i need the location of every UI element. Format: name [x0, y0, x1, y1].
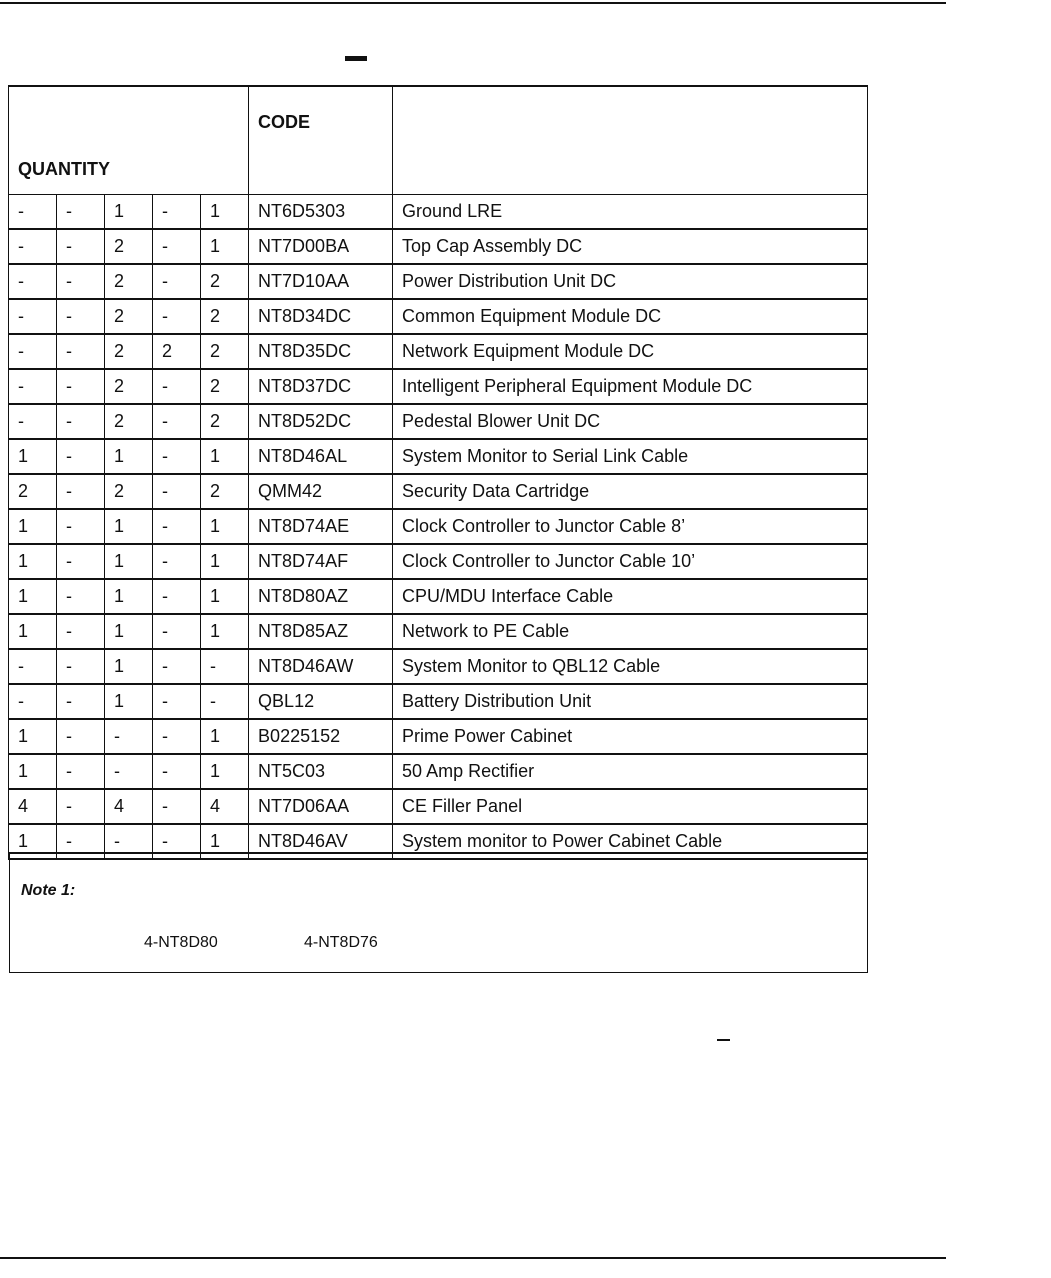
note-code-1: 4-NT8D80: [144, 934, 218, 951]
code-cell: NT8D46AV: [249, 824, 393, 859]
table-row: [9, 264, 868, 299]
description-cell: Top Cap Assembly DC: [393, 229, 868, 264]
top-rule: [0, 2, 946, 4]
code-cell: NT8D35DC: [249, 334, 393, 369]
code-cell: NT8D37DC: [249, 369, 393, 404]
quantity-cell: -: [105, 754, 153, 789]
quantity-cell: -: [153, 579, 201, 614]
code-cell: NT8D74AF: [249, 544, 393, 579]
quantity-cell: -: [57, 264, 105, 299]
quantity-cell: -: [57, 649, 105, 684]
quantity-cell: -: [153, 474, 201, 509]
table-row: [9, 614, 868, 649]
quantity-cell: -: [153, 369, 201, 404]
quantity-cell: -: [57, 719, 105, 754]
quantity-cell: -: [201, 684, 249, 719]
quantity-cell: 2: [201, 474, 249, 509]
quantity-cell: 1: [201, 824, 249, 859]
quantity-cell: 2: [201, 264, 249, 299]
description-cell: Prime Power Cabinet: [393, 719, 868, 754]
description-header: [393, 86, 868, 195]
quantity-cell: 1: [9, 509, 57, 544]
quantity-cell: 2: [105, 299, 153, 334]
quantity-cell: 1: [201, 754, 249, 789]
stray-dash-mark: [717, 1039, 730, 1041]
quantity-cell: -: [57, 509, 105, 544]
quantity-cell: -: [57, 684, 105, 719]
quantity-cell: -: [57, 474, 105, 509]
quantity-cell: -: [153, 404, 201, 439]
quantity-cell: 1: [201, 579, 249, 614]
description-cell: Network to PE Cable: [393, 614, 868, 649]
code-cell: NT8D46AL: [249, 439, 393, 474]
description-cell: 50 Amp Rectifier: [393, 754, 868, 789]
quantity-cell: -: [153, 824, 201, 859]
quantity-cell: 2: [105, 334, 153, 369]
quantity-cell: 2: [105, 404, 153, 439]
table-row: [9, 754, 868, 789]
quantity-cell: 1: [201, 229, 249, 264]
quantity-cell: 1: [201, 509, 249, 544]
quantity-cell: -: [153, 544, 201, 579]
code-cell: NT8D34DC: [249, 299, 393, 334]
quantity-cell: -: [57, 439, 105, 474]
quantity-cell: 2: [201, 334, 249, 369]
quantity-cell: 1: [9, 719, 57, 754]
quantity-cell: -: [57, 544, 105, 579]
quantity-cell: -: [57, 404, 105, 439]
quantity-cell: -: [153, 195, 201, 230]
description-cell: Pedestal Blower Unit DC: [393, 404, 868, 439]
quantity-cell: -: [9, 195, 57, 230]
quantity-cell: -: [57, 789, 105, 824]
quantity-cell: 1: [105, 614, 153, 649]
code-cell: NT7D00BA: [249, 229, 393, 264]
quantity-cell: 1: [105, 195, 153, 230]
description-cell: Power Distribution Unit DC: [393, 264, 868, 299]
description-cell: Ground LRE: [393, 195, 868, 230]
quantity-cell: -: [57, 229, 105, 264]
code-cell: NT5C03: [249, 754, 393, 789]
quantity-cell: 2: [105, 264, 153, 299]
note-label: Note 1:: [21, 882, 76, 899]
code-cell: NT8D46AW: [249, 649, 393, 684]
table-row: [9, 719, 868, 754]
description-cell: System monitor to Power Cabinet Cable: [393, 824, 868, 859]
quantity-cell: 4: [9, 789, 57, 824]
description-cell: Common Equipment Module DC: [393, 299, 868, 334]
code-header: CODE: [249, 86, 393, 195]
quantity-cell: -: [57, 334, 105, 369]
quantity-cell: -: [9, 299, 57, 334]
quantity-cell: -: [153, 229, 201, 264]
quantity-cell: -: [153, 509, 201, 544]
quantity-cell: -: [153, 684, 201, 719]
quantity-cell: -: [9, 229, 57, 264]
quantity-cell: 1: [105, 649, 153, 684]
quantity-cell: 1: [9, 544, 57, 579]
quantity-cell: -: [9, 334, 57, 369]
quantity-cell: 1: [9, 754, 57, 789]
quantity-cell: 1: [105, 579, 153, 614]
quantity-cell: -: [9, 369, 57, 404]
quantity-cell: 2: [105, 369, 153, 404]
table-row: [9, 509, 868, 544]
code-cell: NT7D10AA: [249, 264, 393, 299]
code-cell: NT6D5303: [249, 195, 393, 230]
quantity-cell: 1: [105, 509, 153, 544]
quantity-cell: -: [153, 299, 201, 334]
code-cell: B0225152: [249, 719, 393, 754]
description-cell: CPU/MDU Interface Cable: [393, 579, 868, 614]
table-row: [9, 579, 868, 614]
quantity-cell: -: [57, 824, 105, 859]
quantity-cell: -: [57, 369, 105, 404]
quantity-cell: -: [57, 195, 105, 230]
description-cell: Clock Controller to Junctor Cable 10’: [393, 544, 868, 579]
quantity-cell: -: [153, 649, 201, 684]
quantity-cell: 1: [201, 439, 249, 474]
table-row: [9, 544, 868, 579]
quantity-cell: -: [9, 264, 57, 299]
parts-table: [8, 85, 868, 860]
quantity-cell: 4: [105, 789, 153, 824]
table-row: [9, 334, 868, 369]
quantity-cell: -: [153, 789, 201, 824]
quantity-cell: 1: [9, 824, 57, 859]
quantity-cell: -: [153, 754, 201, 789]
quantity-cell: 1: [201, 719, 249, 754]
description-cell: CE Filler Panel: [393, 789, 868, 824]
code-cell: QBL12: [249, 684, 393, 719]
table-row: [9, 649, 868, 684]
quantity-cell: 2: [201, 299, 249, 334]
description-cell: Clock Controller to Junctor Cable 8’: [393, 509, 868, 544]
quantity-cell: -: [9, 404, 57, 439]
quantity-cell: -: [57, 754, 105, 789]
quantity-cell: -: [105, 824, 153, 859]
quantity-cell: -: [153, 264, 201, 299]
code-cell: QMM42: [249, 474, 393, 509]
quantity-cell: -: [153, 719, 201, 754]
table-row: [9, 439, 868, 474]
quantity-cell: 1: [105, 544, 153, 579]
quantity-cell: -: [153, 439, 201, 474]
table-row: [9, 369, 868, 404]
table-row: [9, 229, 868, 264]
quantity-cell: -: [201, 649, 249, 684]
quantity-cell: -: [57, 614, 105, 649]
code-cell: NT8D52DC: [249, 404, 393, 439]
description-cell: Security Data Cartridge: [393, 474, 868, 509]
table-row: [9, 474, 868, 509]
quantity-cell: 1: [9, 579, 57, 614]
quantity-cell: -: [105, 719, 153, 754]
quantity-cell: 1: [105, 439, 153, 474]
table-row: [9, 195, 868, 230]
description-cell: Battery Distribution Unit: [393, 684, 868, 719]
quantity-cell: 1: [201, 195, 249, 230]
quantity-cell: 2: [105, 229, 153, 264]
quantity-cell: 1: [9, 614, 57, 649]
quantity-cell: 2: [9, 474, 57, 509]
quantity-cell: -: [57, 579, 105, 614]
quantity-header: QUANTITY: [9, 86, 249, 195]
quantity-cell: -: [9, 684, 57, 719]
quantity-cell: -: [153, 614, 201, 649]
quantity-cell: -: [57, 299, 105, 334]
description-cell: System Monitor to QBL12 Cable: [393, 649, 868, 684]
description-cell: Network Equipment Module DC: [393, 334, 868, 369]
description-cell: System Monitor to Serial Link Cable: [393, 439, 868, 474]
code-cell: NT8D80AZ: [249, 579, 393, 614]
quantity-cell: 1: [201, 544, 249, 579]
description-cell: Intelligent Peripheral Equipment Module DC: [393, 369, 868, 404]
note-code-2: 4-NT8D76: [304, 934, 378, 951]
quantity-cell: -: [9, 649, 57, 684]
table-row: [9, 789, 868, 824]
code-cell: NT8D74AE: [249, 509, 393, 544]
bottom-rule: [0, 1257, 946, 1259]
quantity-cell: 2: [105, 474, 153, 509]
quantity-cell: 1: [201, 614, 249, 649]
table-header-row: [9, 86, 868, 195]
quantity-cell: 1: [105, 684, 153, 719]
quantity-cell: 2: [153, 334, 201, 369]
header-dash-mark: [345, 56, 367, 61]
table-row: [9, 684, 868, 719]
note-box: [9, 852, 868, 973]
code-cell: NT8D85AZ: [249, 614, 393, 649]
quantity-cell: 2: [201, 404, 249, 439]
code-cell: NT7D06AA: [249, 789, 393, 824]
quantity-cell: 2: [201, 369, 249, 404]
table-row: [9, 299, 868, 334]
quantity-cell: 1: [9, 439, 57, 474]
table-row: [9, 404, 868, 439]
quantity-cell: 4: [201, 789, 249, 824]
